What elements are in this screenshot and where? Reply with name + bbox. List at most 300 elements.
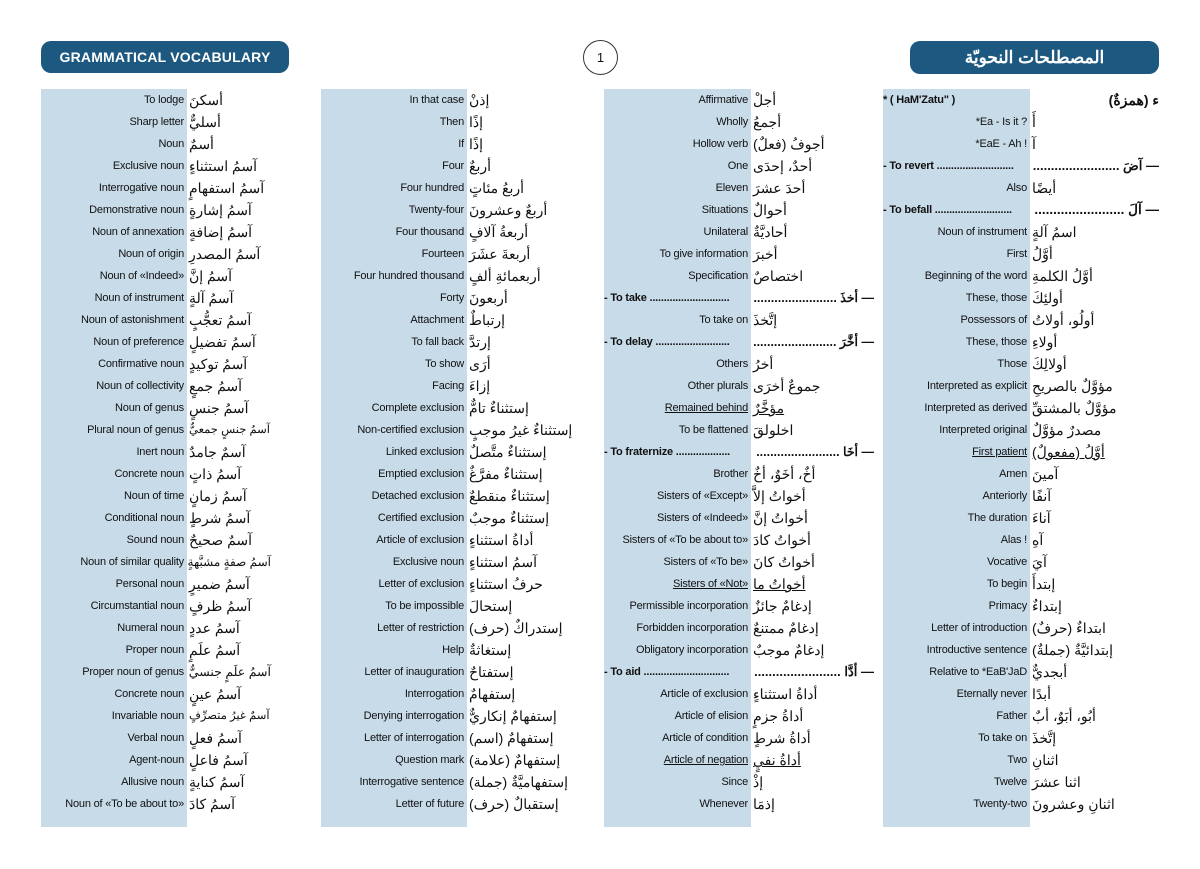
vocab-row [321,375,586,397]
vocab-row [604,595,874,617]
arabic-term: آسمُ فاعلٍ [189,752,248,768]
vocab-row [41,749,271,771]
vocab-row [321,727,586,749]
vocab-row [41,265,271,287]
arabic-term: إستثناءٌ تامٌّ [469,400,529,416]
english-term: Denying interrogation [363,710,464,722]
vocab-row [883,529,1159,551]
english-term: Remained behind [664,402,748,414]
english-term: Alas ! [1000,534,1027,546]
arabic-term: — أخذَ ........................ [753,291,874,305]
vocab-row [41,485,271,507]
vocab-row [321,89,586,111]
vocab-row [41,177,271,199]
vocab-row [321,111,586,133]
arabic-term: آمينَ [1032,466,1059,482]
vocab-row [41,155,271,177]
english-term: These, those [965,292,1027,304]
arabic-term: إذًا [469,136,484,152]
vocab-row [604,133,874,155]
arabic-term: جموعٌ أخرَى [753,378,821,394]
vocab-row [883,551,1159,573]
vocab-row [883,221,1159,243]
vocab-row [41,199,271,221]
arabic-term: اسمُ آلةٍ [1032,224,1077,240]
vocab-row [883,419,1159,441]
english-term: To take on [978,732,1027,744]
arabic-term: أسليٌّ [189,114,221,130]
vocab-row [883,397,1159,419]
arabic-term: إستفتاحٌ [469,664,514,680]
arabic-term: إبتداءٌ [1032,598,1062,614]
arabic-term: آنفًا [1032,488,1052,504]
vocab-row [883,463,1159,485]
english-term: Article of exclusion [376,534,464,546]
english-term: *EaE - Ah ! [975,138,1027,150]
arabic-term: أخٌ، أخَوٌ، أخٌ [753,466,816,482]
arabic-term: إذًا [469,114,484,130]
english-term: Verbal noun [127,732,184,744]
vocab-row [604,177,874,199]
vocab-row [883,749,1159,771]
arabic-term: أرَى [469,356,491,372]
vocab-row [41,661,271,683]
english-term: Conditional noun [104,512,184,524]
english-term: If [458,138,464,150]
english-term: Linked exclusion [385,446,464,458]
english-term: Help [442,644,464,656]
arabic-term: إرتباطٌ [469,312,505,328]
arabic-term: — أدَّا ........................ [754,664,874,679]
english-term: Noun of «Indeed» [99,270,184,282]
english-term: Primacy [988,600,1027,612]
arabic-term: إبتدأَ [1032,576,1056,592]
vocab-column-2 [321,89,586,827]
arabic-term: أداةُ استثناءٍ [753,686,818,702]
arabic-term: اختصاصٌ [753,268,804,284]
arabic-term: مؤخَّرٌ [753,400,785,416]
vocab-row [41,639,271,661]
english-term: Hollow verb [692,138,748,150]
english-term: To take on [699,314,748,326]
vocab-row [604,243,874,265]
english-term: Others [716,358,748,370]
arabic-term: أخبرَ [753,246,778,262]
english-term: These, those [965,336,1027,348]
english-term: In that case [409,94,464,106]
arabic-term: آسمُ عينٍ [189,686,242,702]
vocab-row [321,199,586,221]
english-term: Unilateral [703,226,748,238]
arabic-term: آسمُ استفهامٍ [189,180,265,196]
vocab-row [41,375,271,397]
vocab-row [321,573,586,595]
vocab-row [883,639,1159,661]
arabic-term: آسمُ ضميرٍ [189,576,250,592]
vocab-row [883,331,1159,353]
vocab-row [321,617,586,639]
arabic-term: أداةُ نفيٍ [753,752,801,768]
arabic-term: حرفُ استثناءٍ [469,576,543,592]
arabic-term: أخواتُ كادَ [753,532,811,548]
english-term: Four [442,160,464,172]
vocab-row [41,793,271,815]
english-term: Interrogative sentence [359,776,464,788]
vocab-row [321,507,586,529]
english-term: Sisters of «To be» [663,556,748,568]
vocab-row [41,287,271,309]
arabic-term: أحدَ عشرَ [753,180,806,196]
english-term: Also [1006,182,1027,194]
vocab-row [41,331,271,353]
english-term: Interpreted as explicit [927,380,1027,392]
arabic-term: — آضَ ........................ [1032,158,1159,173]
english-term: Those [997,358,1027,370]
vocab-row [41,683,271,705]
arabic-term: أخواتُ إلاَّ [753,488,806,504]
english-term: To be flattened [678,424,748,436]
vocab-row [41,419,271,441]
arabic-term: آسمُ كنايةٍ [189,774,245,790]
english-term: Noun of annexation [92,226,184,238]
english-term: Noun of genus [115,402,184,414]
english-term: Four thousand [395,226,464,238]
vocab-row [604,221,874,243]
english-term: Father [996,710,1027,722]
vocab-row [604,705,874,727]
english-term: Situations [701,204,748,216]
vocab-row [41,243,271,265]
arabic-term: آسمُ إشارةٍ [189,202,252,218]
vocab-row [41,727,271,749]
english-term: Complete exclusion [371,402,464,414]
english-term: To lodge [144,94,184,106]
arabic-term: إدغامٌ موجبٌ [753,642,825,658]
arabic-term: أربعةُ آلافٍ [469,224,529,240]
english-term: Noun of time [124,490,184,502]
english-term: Letter of inauguration [364,666,464,678]
english-term: Exclusive noun [392,556,464,568]
vocab-row [604,727,874,749]
english-term: Beginning of the word [924,270,1027,282]
arabic-term: أخواتُ كانَ [753,554,815,570]
vocab-row [883,683,1159,705]
vocab-row [883,617,1159,639]
arabic-term: أخواتُ ما [753,576,806,592]
english-term: Sisters of «Not» [672,578,748,590]
english-term: Numeral noun [117,622,184,634]
arabic-term: اثنا عشرَ [1032,774,1081,790]
arabic-term: — آلَ ........................ [1034,202,1159,217]
english-term: Article of exclusion [660,688,748,700]
english-term: Two [1007,754,1027,766]
vocab-row [41,111,271,133]
arabic-term: مؤوَّلٌ بالصريحِ [1032,378,1113,394]
arabic-term: إستغاثةٌ [469,642,512,658]
arabic-term: ء (همزةٌ) [1108,92,1159,108]
arabic-term: أولئِكَ [1032,290,1063,306]
english-term: Eleven [715,182,748,194]
english-term: - To befall ........................... [883,204,1012,216]
english-term: Noun of astonishment [80,314,184,326]
vocab-row [883,441,1159,463]
english-term: Eternally never [956,688,1027,700]
arabic-term: أولُو، أولاتُ [1032,312,1095,328]
english-term: Noun of preference [93,336,184,348]
vocab-row [883,309,1159,331]
arabic-term: أسمٌ [189,136,214,152]
english-term: Letter of interrogation [364,732,464,744]
vocab-row [41,551,271,573]
english-term: Sharp letter [129,116,184,128]
vocab-row [604,397,874,419]
vocab-row [604,309,874,331]
arabic-term: إذنْ [469,92,490,108]
arabic-term: آسمُ آلةٍ [189,290,234,306]
arabic-term: أوَّلُ [1032,246,1053,262]
vocab-row [883,287,1159,309]
english-term: Circumstantial noun [90,600,184,612]
vocab-row [604,573,874,595]
vocab-row [883,771,1159,793]
arabic-term: أربعُ مئاتٍ [469,180,525,196]
english-term: Noun of collectivity [96,380,184,392]
arabic-term: آسمُ استثناءٍ [189,158,257,174]
english-term: Attachment [410,314,464,326]
vocab-row [41,397,271,419]
vocab-row [321,133,586,155]
arabic-term: أداةُ شرطٍ [753,730,811,746]
arabic-term: آسمُ كادَ [189,796,235,812]
vocab-row [321,309,586,331]
vocab-row [321,661,586,683]
vocab-row [883,375,1159,397]
vocab-row [321,155,586,177]
vocab-row [41,705,271,727]
vocab-row [321,177,586,199]
arabic-term: أربعونَ [469,290,508,306]
vocab-row [883,705,1159,727]
english-term: Noun of «To be about to» [65,798,184,810]
english-term: Introductive sentence [926,644,1027,656]
vocab-row [604,771,874,793]
vocab-row [41,133,271,155]
english-term: *Ea - Is it ? [975,116,1027,128]
vocab-row [321,793,586,815]
english-term: To show [425,358,464,370]
vocab-row [604,111,874,133]
vocab-row [604,199,874,221]
arabic-term: آسمُ شرطٍ [189,510,251,526]
english-term: Twenty-two [973,798,1027,810]
english-term: Letter of introduction [931,622,1027,634]
arabic-term: أربعٌ [469,158,491,174]
vocab-row [883,793,1159,815]
arabic-term: أجلْ [753,92,777,108]
arabic-term: أجوفُ (فعلٌ) [753,136,825,152]
english-term: Confirmative noun [98,358,184,370]
english-term: Twelve [993,776,1027,788]
english-term: Twenty-four [408,204,464,216]
english-term: Noun of origin [118,248,184,260]
page-title-english: GRAMMATICAL VOCABULARY [41,41,289,73]
english-term: Proper noun [125,644,184,656]
english-term: Demonstrative noun [89,204,184,216]
vocab-row [883,595,1159,617]
vocab-row [604,89,874,111]
vocab-row [604,507,874,529]
arabic-term: أولاءِ [1032,334,1058,350]
english-term: Whenever [699,798,748,810]
arabic-term: آسمُ جمعٍ [189,378,243,394]
vocab-row [321,441,586,463]
arabic-term: آسمُ إنَّ [189,268,232,284]
vocab-row [41,221,271,243]
arabic-term: آسمُ المصدرِ [189,246,261,262]
english-term: Inert noun [136,446,184,458]
english-term: Question mark [395,754,464,766]
english-term: Emptied exclusion [378,468,464,480]
arabic-term: — أخَا ........................ [756,445,874,459]
arabic-term: مصدرٌ مؤوَّلٌ [1032,422,1102,438]
vocab-row [604,353,874,375]
vocab-row [883,573,1159,595]
vocab-row [604,551,874,573]
vocab-row [604,463,874,485]
vocab-row [883,111,1159,133]
arabic-term: إستثناءٌ منقطعٌ [469,488,550,504]
english-term: Interrogation [404,688,464,700]
vocab-row [604,683,874,705]
arabic-term: آهِ [1032,532,1044,548]
english-term: Letter of future [395,798,464,810]
vocab-row [604,419,874,441]
vocab-row [41,771,271,793]
vocab-row [883,727,1159,749]
vocab-row [41,573,271,595]
english-term: Noun of instrument [937,226,1027,238]
english-term: The duration [967,512,1027,524]
arabic-term: أحدٌ، إحدَى [753,158,813,174]
english-term: One [727,160,748,172]
arabic-term: إستفهامٌ (اسم) [469,730,554,746]
vocab-row [41,89,271,111]
arabic-term: آسمُ فعلٍ [189,730,242,746]
vocab-row [41,463,271,485]
english-term: To give information [659,248,748,260]
arabic-term: إستفهاميَّةٌ (جملة) [469,774,568,790]
vocab-row [883,265,1159,287]
arabic-term: آسمُ ذاتٍ [189,466,242,482]
arabic-term: آسمُ صفةٍ مشبَّهةٍ [187,555,271,569]
english-term: Detached exclusion [371,490,464,502]
arabic-term: أربعمائةِ ألفٍ [469,268,541,284]
arabic-term: أربعٌ وعشرونَ [469,202,548,218]
vocab-row [883,133,1159,155]
arabic-term: مؤوَّلٌ بالمشتقِّ [1032,400,1117,416]
english-term: Noun of similar quality [80,556,184,568]
arabic-term: — أخَّرَ ........................ [753,335,874,349]
vocab-row [883,177,1159,199]
arabic-term: ابتداءٌ (حرفٌ) [1032,620,1106,636]
english-term: - To revert ........................... [883,160,1014,172]
vocab-row [604,749,874,771]
arabic-term: إرتدَّ [469,334,491,350]
vocab-row [41,595,271,617]
page-title-arabic: المصطلحات النحويّة [910,41,1159,74]
english-term: To begin [987,578,1027,590]
vocab-row [604,265,874,287]
arabic-term: أبُو، أبَوٌ، أبٌ [1032,708,1096,724]
vocab-row [883,507,1159,529]
vocab-row [604,375,874,397]
english-term: Other plurals [687,380,748,392]
arabic-term: أيضًا [1032,180,1057,196]
root-entry-row [604,441,874,463]
vocab-column-3 [604,89,874,827]
english-term: Non-certified exclusion [357,424,464,436]
root-entry-row [604,661,874,683]
english-term: Certified exclusion [377,512,464,524]
english-term: Allusive noun [121,776,184,788]
vocab-row [883,661,1159,683]
english-term: Then [439,116,464,128]
english-term: Forbidden incorporation [636,622,748,634]
english-term: Proper noun of genus [82,666,184,678]
english-term: Agent-noun [129,754,184,766]
english-term: Interpreted original [939,424,1027,436]
root-entry-row [883,199,1159,221]
english-term: Interpreted as derived [924,402,1027,414]
english-term: Noun of instrument [94,292,184,304]
english-term: Sisters of «To be about to» [622,534,748,546]
vocab-column-4 [883,89,1159,827]
vocab-row [321,353,586,375]
vocab-row [41,441,271,463]
arabic-term: اثنانِ وعشرونَ [1032,796,1115,812]
arabic-term: آسمُ إضافةٍ [189,224,253,240]
english-term: Obligatory incorporation [636,644,748,656]
arabic-term: آسمُ عددٍ [189,620,240,636]
english-term: Wholly [716,116,748,128]
vocab-row [41,353,271,375]
english-term: Concrete noun [114,468,184,480]
vocab-row [604,155,874,177]
arabic-term: آسمُ تعجُّبٍ [189,312,252,328]
english-term: Sisters of «Indeed» [657,512,748,524]
arabic-term: آسمُ زمانٍ [189,488,247,504]
english-term: Four hundred [400,182,464,194]
arabic-term: آسمُ تفضيلٍ [189,334,256,350]
english-term: First patient [972,446,1027,458]
arabic-term: أخرُ [753,356,774,372]
english-term: Concrete noun [114,688,184,700]
english-term: Since [721,776,748,788]
arabic-term: آسمٌ غيرُ متصرِّفٍ [189,710,270,722]
vocab-row [604,793,874,815]
vocab-row [604,485,874,507]
arabic-term: إستدراكٌ (حرف) [469,620,563,636]
arabic-term: إدغامٌ جائزٌ [753,598,812,614]
arabic-term: إذْ [753,774,764,790]
vocab-row [321,243,586,265]
vocab-row [321,595,586,617]
arabic-term: إستثناءٌ موجبٌ [469,510,550,526]
vocab-row [321,639,586,661]
english-term: To fall back [411,336,464,348]
english-term: Anteriorly [982,490,1027,502]
english-term: Personal noun [115,578,184,590]
